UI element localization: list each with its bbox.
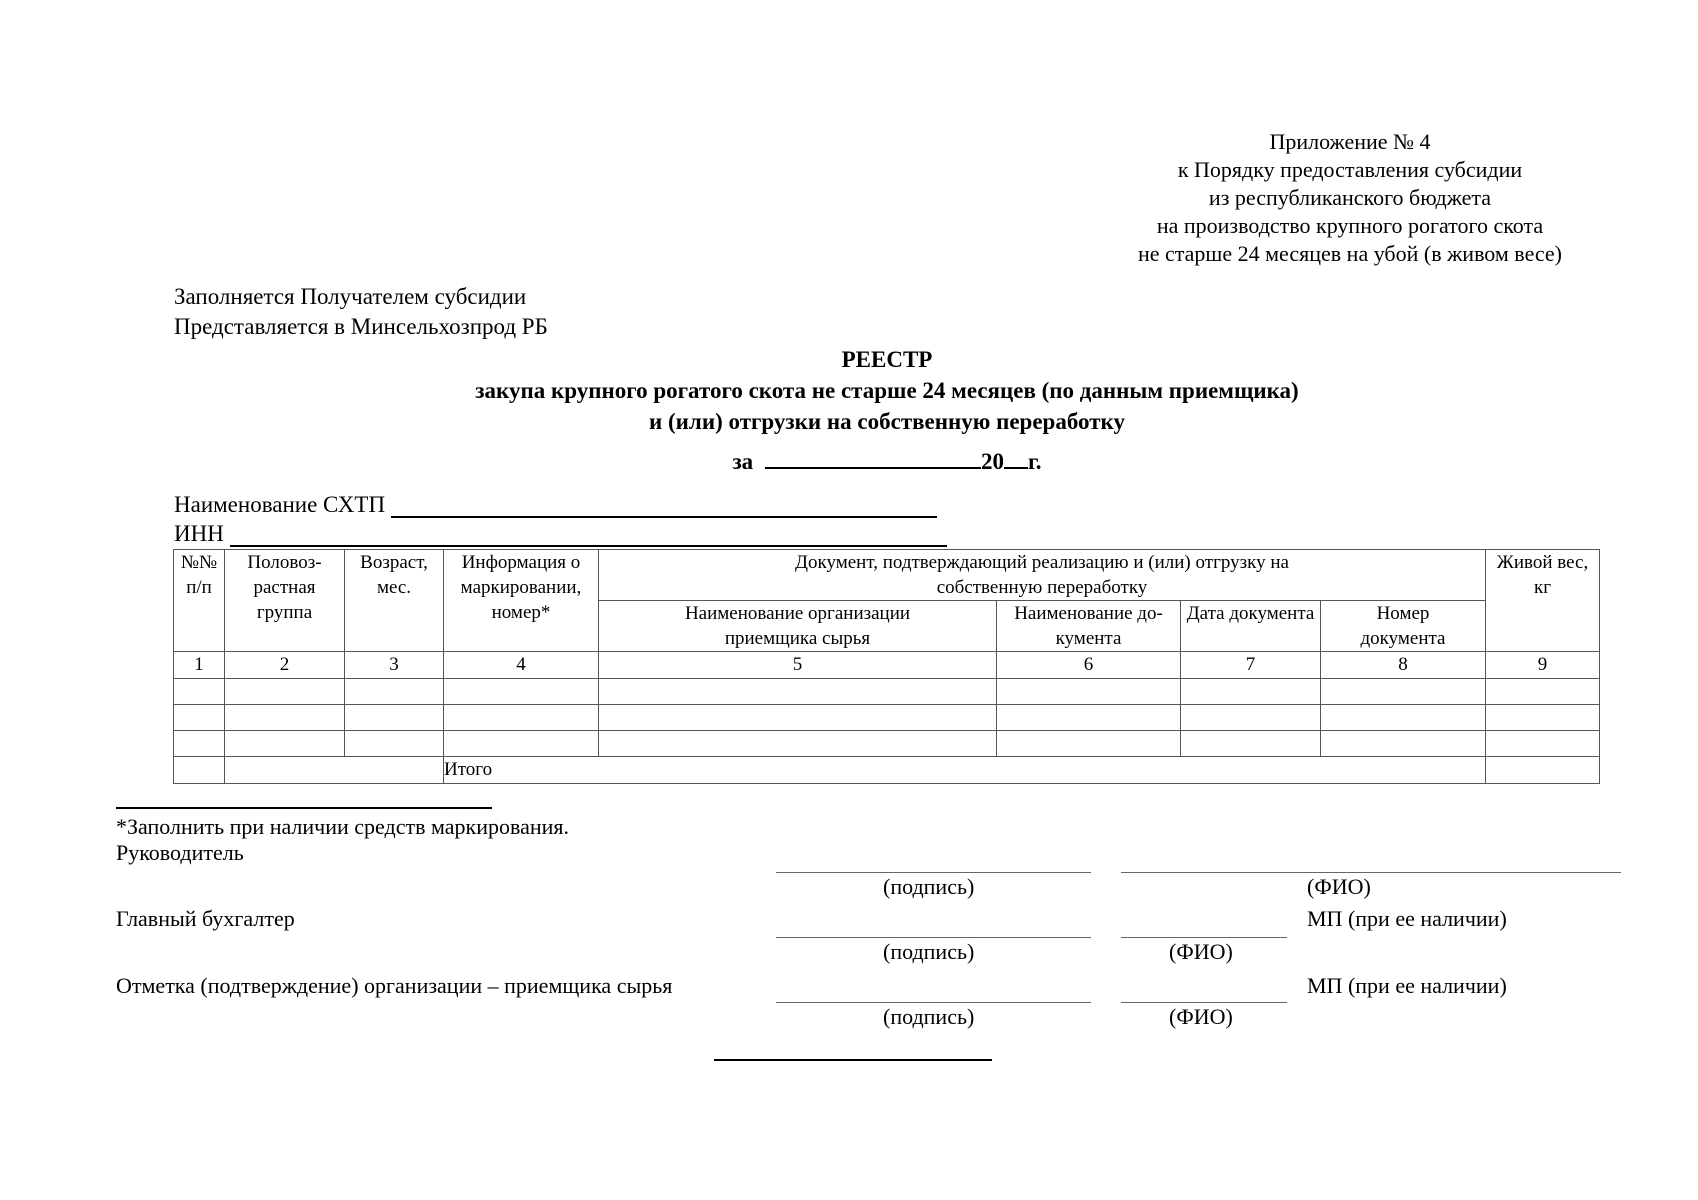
table-cell[interactable] (1181, 705, 1321, 731)
table-cell[interactable] (1181, 679, 1321, 705)
table-cell[interactable] (599, 679, 997, 705)
table-cell[interactable] (174, 679, 225, 705)
filled-by-note: Заполняется Получателем субсидии (174, 284, 527, 309)
org-name-field[interactable] (391, 494, 937, 518)
title-heading: РЕЕСТР (841, 347, 933, 372)
header-doc-date: Дата документа (1181, 601, 1321, 652)
table-cell[interactable] (174, 757, 225, 784)
inn-row (174, 521, 947, 547)
header-group: Половоз-растная группа (225, 550, 345, 652)
fio-caption: (ФИО) (1169, 939, 1233, 964)
total-weight-cell[interactable] (1486, 757, 1600, 784)
header-org: Наименование организации приемщика сырья (599, 601, 997, 652)
appendix-block (1110, 128, 1590, 268)
receiver-fio-line[interactable] (1121, 1002, 1287, 1003)
org-name-label: Наименование СХТП (174, 492, 386, 517)
table-cell[interactable] (1486, 705, 1600, 731)
period-line (174, 447, 1600, 475)
column-number: 2 (225, 652, 345, 679)
chief-accountant-label: Главный бухгалтер (116, 906, 295, 931)
accountant-signature-line[interactable] (776, 937, 1091, 938)
appendix-line: из республиканского бюджета (1208, 185, 1492, 210)
table-cell[interactable] (345, 731, 444, 757)
footnote-separator (116, 807, 492, 809)
closing-rule (714, 1059, 992, 1061)
signature-caption: (подпись) (883, 939, 975, 964)
stamp-caption: МП (при ее наличии) (1307, 973, 1507, 998)
head-fio-line[interactable] (1121, 872, 1621, 873)
year-blank[interactable] (1004, 447, 1028, 469)
column-number: 3 (345, 652, 444, 679)
appendix-line: к Порядку предоставления субсидии (1177, 157, 1523, 182)
total-row (174, 757, 1600, 784)
table-cell[interactable] (444, 679, 599, 705)
table-cell[interactable] (345, 679, 444, 705)
receiver-mark-label: Отметка (подтверждение) организации – приемщика сырья (116, 973, 673, 998)
org-name-row (174, 492, 937, 518)
column-number-row (174, 652, 1600, 679)
header-weight: Живой вес, кг (1486, 550, 1600, 652)
fio-caption: (ФИО) (1169, 1004, 1233, 1029)
table-cell[interactable] (599, 705, 997, 731)
table-cell[interactable] (225, 731, 345, 757)
period-suffix: г. (1027, 449, 1042, 474)
column-number: 9 (1486, 652, 1600, 679)
table-cell[interactable] (997, 731, 1181, 757)
stamp-caption: МП (при ее наличии) (1307, 906, 1507, 931)
column-number: 4 (444, 652, 599, 679)
table-cell[interactable] (174, 731, 225, 757)
header-doc-name: Наименование до-кумента (997, 601, 1181, 652)
signature-caption: (подпись) (883, 874, 975, 899)
head-signature-line[interactable] (776, 872, 1091, 873)
table-cell[interactable] (225, 705, 345, 731)
header-age: Возраст, мес. (345, 550, 444, 652)
column-number: 5 (599, 652, 997, 679)
table-cell[interactable] (1486, 679, 1600, 705)
header-marking: Информация о маркировании, номер* (444, 550, 599, 652)
table-cell[interactable] (225, 757, 444, 784)
table-cell[interactable] (1321, 705, 1486, 731)
table-row (174, 731, 1600, 757)
column-number: 6 (997, 652, 1181, 679)
column-number: 7 (1181, 652, 1321, 679)
table-cell[interactable] (225, 679, 345, 705)
table-cell[interactable] (1321, 731, 1486, 757)
period-year: 20 (980, 449, 1004, 474)
appendix-line: Приложение № 4 (1269, 129, 1431, 154)
column-number: 1 (174, 652, 225, 679)
appendix-line: не старше 24 месяцев на убой (в живом весе) (1137, 241, 1563, 266)
title-line-2: и (или) отгрузки на собственную переработку (649, 409, 1125, 434)
table-cell[interactable] (1321, 679, 1486, 705)
header-doc-number: Номер документа (1321, 601, 1486, 652)
period-blank[interactable] (765, 447, 981, 469)
inn-label: ИНН (174, 521, 224, 546)
table-row (174, 679, 1600, 705)
table-cell[interactable] (1486, 731, 1600, 757)
header-document: Документ, подтверждающий реализацию и (или) отгрузку на собственную переработку (599, 550, 1486, 601)
table-cell[interactable] (345, 705, 444, 731)
title-line-1: закупа крупного рогатого скота не старше 24 месяцев (по данным приемщика) (475, 378, 1299, 403)
signature-caption: (подпись) (883, 1004, 975, 1029)
fio-caption: (ФИО) (1307, 874, 1371, 899)
accountant-fio-line[interactable] (1121, 937, 1287, 938)
period-prefix: за (732, 449, 754, 474)
table-cell[interactable] (174, 705, 225, 731)
table-cell[interactable] (444, 731, 599, 757)
footnote: *Заполнить при наличии средств маркирования. (116, 814, 570, 839)
receiver-signature-line[interactable] (776, 1002, 1091, 1003)
appendix-line: на производство крупного рогатого скота (1156, 213, 1544, 238)
table-cell[interactable] (599, 731, 997, 757)
table-cell[interactable] (997, 705, 1181, 731)
registry-table (173, 549, 1600, 784)
column-number: 8 (1321, 652, 1486, 679)
table-cell[interactable] (997, 679, 1181, 705)
header-num: №№ п/п (174, 550, 225, 652)
head-label: Руководитель (116, 840, 244, 865)
table-cell[interactable] (1181, 731, 1321, 757)
table-cell[interactable] (444, 705, 599, 731)
document-title (174, 344, 1600, 437)
submitted-to-note: Представляется в Минсельхозпрод РБ (174, 314, 548, 339)
table-row (174, 705, 1600, 731)
total-label: Итого (444, 757, 1486, 784)
inn-field[interactable] (230, 523, 947, 547)
